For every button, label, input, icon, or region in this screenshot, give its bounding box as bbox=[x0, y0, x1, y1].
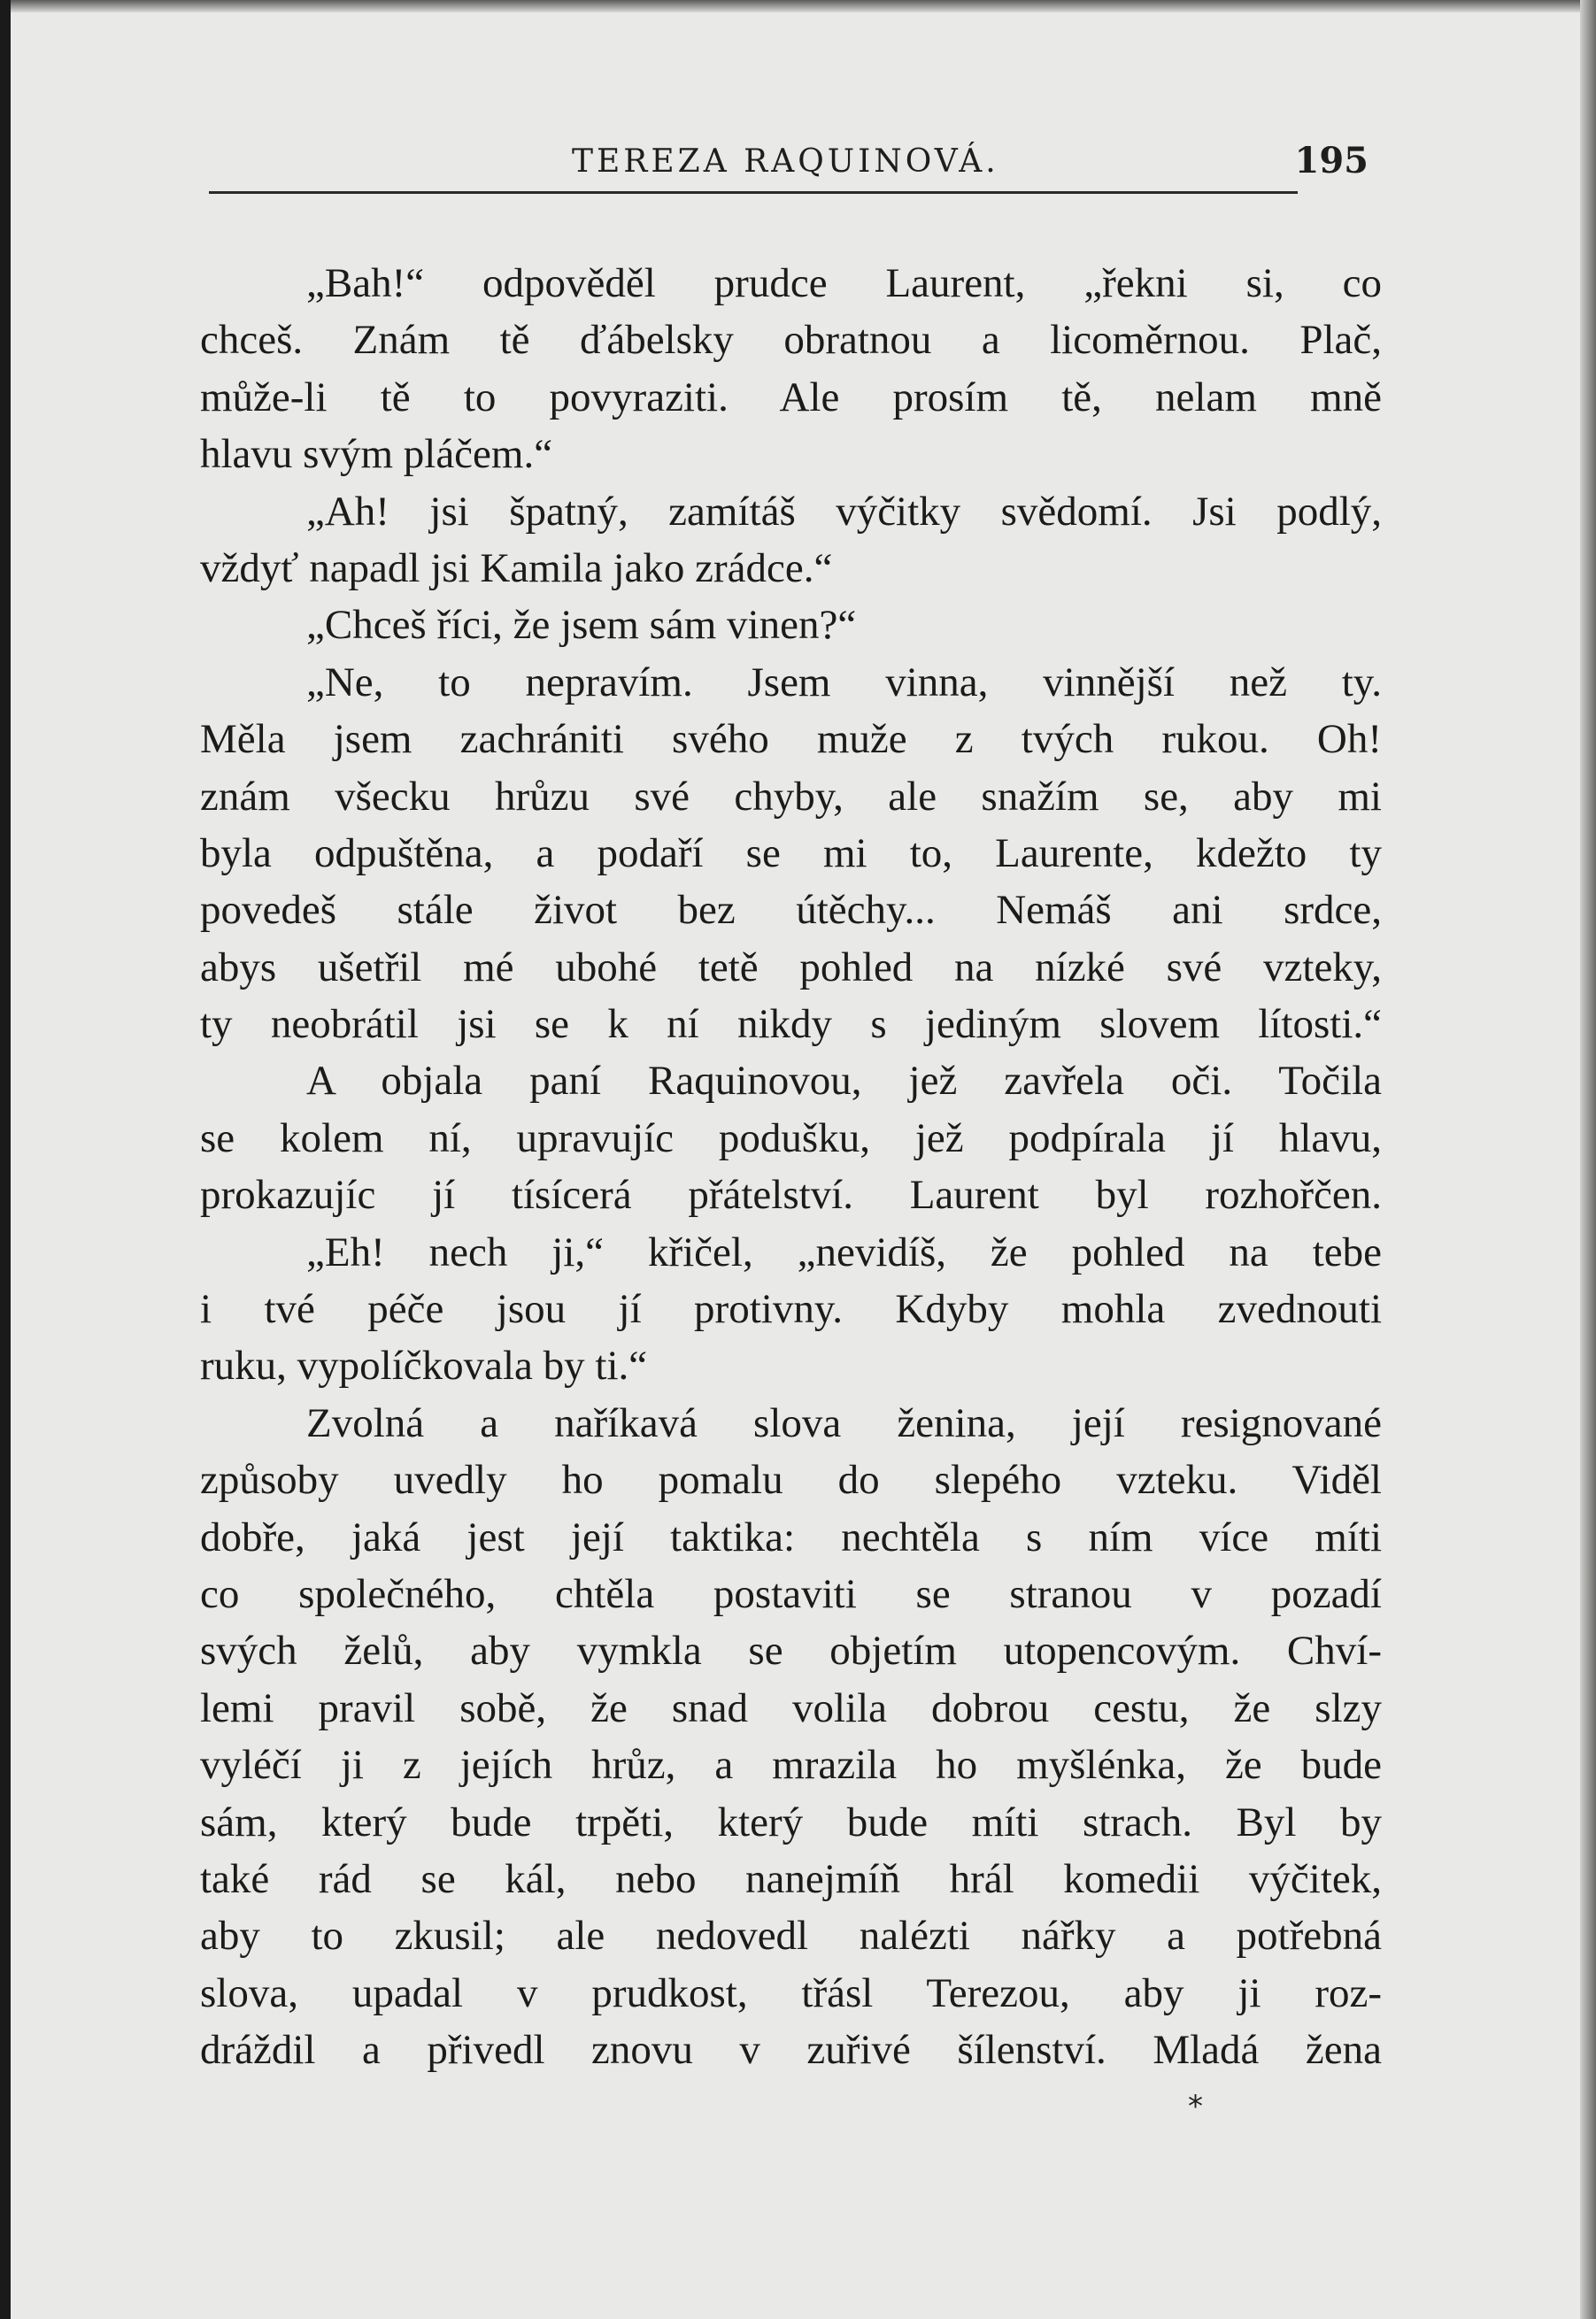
signature-mark: * bbox=[1188, 2089, 1203, 2124]
text-line: hlavu svým pláčem.“ bbox=[200, 431, 553, 478]
text-line: vyléčí ji z jejích hrůz, a mrazila ho myšlénka, že bude bbox=[200, 1742, 1382, 1789]
text-line: slova, upadal v prudkost, třásl Terezou, aby ji roz- bbox=[200, 1969, 1382, 2016]
text-line: „Ah! jsi špatný, zamítáš výčitky svědomí. Jsi podlý, bbox=[306, 488, 1382, 535]
text-line: A objala paní Raquinovou, jež zavřela oči. Točila bbox=[306, 1058, 1382, 1105]
header-rule bbox=[209, 191, 1298, 194]
page-spine-shadow bbox=[0, 0, 11, 2319]
text-line: svých želů, aby vymkla se objetím utopencovým. Chví- bbox=[200, 1628, 1382, 1675]
text-line: ruku, vypolíčkovala by ti.“ bbox=[200, 1343, 648, 1390]
page-right-edge bbox=[1580, 0, 1596, 2319]
text-line: dráždil a přivedl znovu v zuřivé šílenství. Mladá žena bbox=[200, 2027, 1382, 2074]
text-line: povedeš stále život bez útěchy... Nemáš ani srdce, bbox=[200, 887, 1382, 934]
text-line: lemi pravil sobě, že snad volila dobrou cestu, že slzy bbox=[200, 1684, 1382, 1731]
text-line: byla odpuštěna, a podaří se mi to, Laurente, kdežto ty bbox=[200, 829, 1382, 876]
page-number: 195 bbox=[1294, 140, 1369, 181]
text-line: „Bah!“ odpověděl prudce Laurent, „řekni si, co bbox=[306, 260, 1382, 306]
running-title: TEREZA RAQUINOVÁ. bbox=[572, 143, 999, 180]
text-line: „Chceš říci, že jsem sám vinen?“ bbox=[306, 602, 857, 649]
text-line: znám všecku hrůzu své chyby, ale snažím se, aby mi bbox=[200, 773, 1382, 820]
text-line: sám, který bude trpěti, který bude míti strach. Byl by bbox=[200, 1799, 1382, 1845]
text-line: chceš. Znám tě ďábelsky obratnou a licoměrnou. Plač, bbox=[200, 317, 1382, 364]
text-line: Měla jsem zachrániti svého muže z tvých rukou. Oh! bbox=[200, 716, 1382, 763]
body-text bbox=[200, 255, 1382, 2079]
text-line: co společného, chtěla postaviti se stranou v pozadí bbox=[200, 1570, 1382, 1617]
text-line: i tvé péče jsou jí protivny. Kdyby mohla zvednouti bbox=[200, 1286, 1382, 1333]
text-line: ty neobrátil jsi se k ní nikdy s jediným slovem lítosti.“ bbox=[200, 1001, 1382, 1048]
text-line: dobře, jaká jest její taktika: nechtěla s ním více míti bbox=[200, 1514, 1382, 1560]
running-head bbox=[209, 133, 1369, 189]
text-line: aby to zkusil; ale nedovedl nalézti nářky a potřebná bbox=[200, 1913, 1382, 1960]
text-line: „Ne, to nepravím. Jsem vinna, vinnější než ty. bbox=[306, 659, 1382, 705]
text-line: Zvolná a naříkavá slova ženina, její resignované bbox=[306, 1399, 1382, 1446]
text-line: způsoby uvedly ho pomalu do slepého vzteku. Viděl bbox=[200, 1457, 1382, 1504]
text-line: vždyť napadl jsi Kamila jako zrádce.“ bbox=[200, 544, 833, 591]
text-line: se kolem ní, upravujíc podušku, jež podpírala jí hlavu, bbox=[200, 1114, 1382, 1161]
text-line: prokazujíc jí tísícerá přátelství. Laurent byl rozhořčen. bbox=[200, 1172, 1382, 1219]
page-top-edge bbox=[0, 0, 1596, 12]
text-line: může-li tě to povyraziti. Ale prosím tě, nelam mně bbox=[200, 374, 1382, 420]
text-line: abys ušetřil mé ubohé tetě pohled na nízké své vzteky, bbox=[200, 944, 1382, 990]
text-line: také rád se kál, nebo nanejmíň hrál komedii výčitek, bbox=[200, 1855, 1382, 1902]
text-line: „Eh! nech ji,“ křičel, „nevidíš, že pohled na tebe bbox=[306, 1229, 1382, 1275]
